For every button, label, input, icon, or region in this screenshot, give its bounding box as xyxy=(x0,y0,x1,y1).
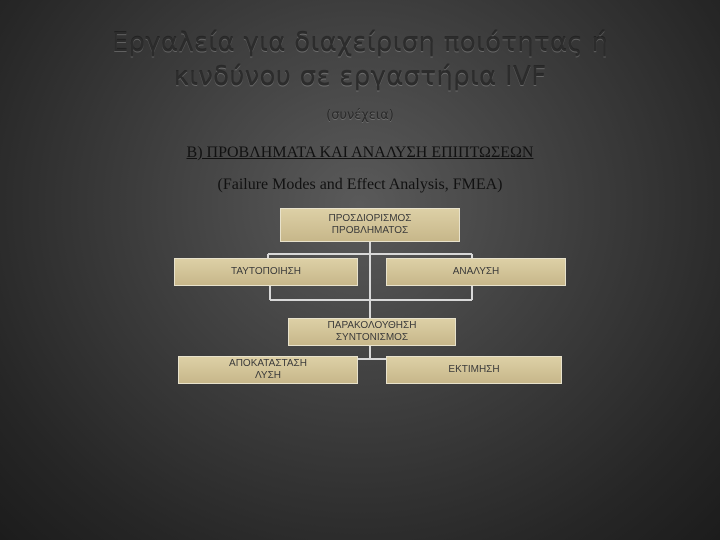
node-problem-definition xyxy=(280,208,460,242)
node-identification xyxy=(174,258,358,286)
node-assessment xyxy=(386,356,562,384)
node-monitoring-label: ΠΑΡΑΚΟΛΟΥΘΗΣΗ ΣΥΝΤΟΝΙΣΜΟΣ xyxy=(327,320,417,343)
node-monitoring xyxy=(288,318,456,346)
section-heading-subtitle: (Failure Modes and Effect Analysis, FMEA) xyxy=(217,176,503,193)
node-identification-label: ΤΑΥΤΟΠΟΙΗΣΗ xyxy=(230,266,302,277)
slide-subtitle: (συνέχεια) xyxy=(326,108,394,123)
title-line-1: Εργαλεία για διαχείριση ποιότητας ή xyxy=(111,28,609,58)
section-heading-text: Β) ΠΡΟΒΛΗΜΑΤΑ ΚΑΙ ΑΝΑΛΥΣΗ ΕΠΙΠΤΩΣΕΩΝ xyxy=(186,144,534,161)
node-analysis-label: ΑΝΑΛΥΣΗ xyxy=(452,266,500,277)
node-restoration-label: ΑΠΟΚΑΤΑΣΤΑΣΗ ΛΥΣΗ xyxy=(229,358,307,381)
node-problem-definition-label: ΠΡΟΣΔΙΟΡΙΣΜΟΣ ΠΡΟΒΛΗΜΑΤΟΣ xyxy=(328,213,412,236)
title-line-2: κινδύνου σε εργαστήρια IVF xyxy=(173,62,547,92)
node-analysis xyxy=(386,258,566,286)
node-assessment-label: ΕΚΤΙΜΗΣΗ xyxy=(448,364,500,375)
node-restoration xyxy=(178,356,358,384)
